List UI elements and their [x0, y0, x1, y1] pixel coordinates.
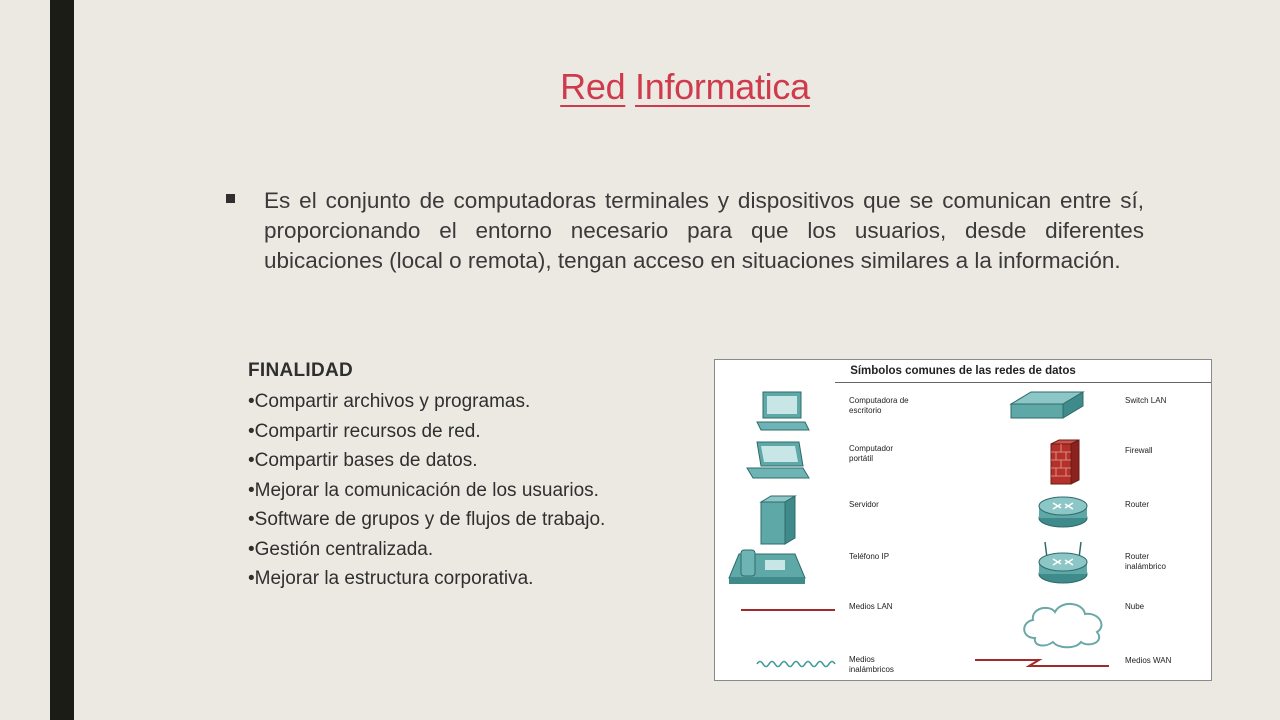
list-item: • Gestión centralizada.: [248, 535, 605, 565]
server-icon: [755, 494, 801, 546]
label-ip-phone: Teléfono IP: [849, 552, 890, 561]
label-cloud: Nube: [1125, 602, 1145, 611]
finalidad-heading: FINALIDAD: [248, 360, 354, 381]
label-switch: Switch LAN: [1125, 396, 1167, 405]
figure-title-rule: [835, 382, 1212, 383]
label-laptop: Computador portátil: [849, 444, 894, 463]
firewall-icon: [1045, 438, 1085, 488]
finalidad-list: [248, 387, 605, 594]
lan-media-icon: [739, 606, 839, 614]
list-item: • Mejorar la comunicación de los usuarios.: [248, 476, 605, 506]
label-router: Router: [1125, 500, 1150, 509]
laptop-icon: [743, 440, 813, 482]
label-lan-media: Medios LAN: [849, 602, 893, 611]
wireless-router-icon: [1035, 540, 1091, 586]
label-server: Servidor: [849, 500, 879, 509]
desktop-computer-icon: [755, 390, 811, 432]
wireless-media-icon: [755, 658, 839, 670]
label-wireless-router: Router inalámbrico: [1125, 552, 1166, 571]
list-item: • Compartir recursos de red.: [248, 417, 605, 447]
finalidad-section: [248, 360, 605, 594]
router-icon: [1035, 494, 1091, 530]
network-symbols-figure: [714, 359, 1212, 681]
wan-media-icon: [973, 654, 1113, 670]
title-word-informatica: Informatica: [635, 66, 810, 107]
list-item: • Software de grupos y de flujos de trabajo.: [248, 505, 605, 535]
ip-phone-icon: [725, 548, 809, 588]
label-desktop: Computadora de escritorio: [849, 396, 909, 415]
title-word-red: Red: [560, 66, 626, 107]
slide-title: [0, 66, 1280, 108]
cloud-icon: [1017, 598, 1113, 650]
list-item: • Mejorar la estructura corporativa.: [248, 564, 605, 594]
left-accent-bar: [50, 0, 74, 720]
list-item: • Compartir bases de datos.: [248, 446, 605, 476]
label-firewall: Firewall: [1125, 446, 1153, 455]
label-wireless-media: Medios inalámbricos: [849, 655, 894, 674]
square-bullet-icon: [226, 194, 235, 203]
lan-switch-icon: [1007, 390, 1087, 422]
definition-paragraph: Es el conjunto de computadoras terminales y dispositivos que se comunican entre sí, proporcionando el entorno necesario para que los usuarios, desde diferentes ubicaciones (local o remota), tengan acceso en situaciones similares a la información.: [264, 188, 1144, 273]
figure-title: Símbolos comunes de las redes de datos: [850, 365, 1076, 377]
label-wan-media: Medios WAN: [1125, 656, 1172, 665]
list-item: • Compartir archivos y programas.: [248, 387, 605, 417]
